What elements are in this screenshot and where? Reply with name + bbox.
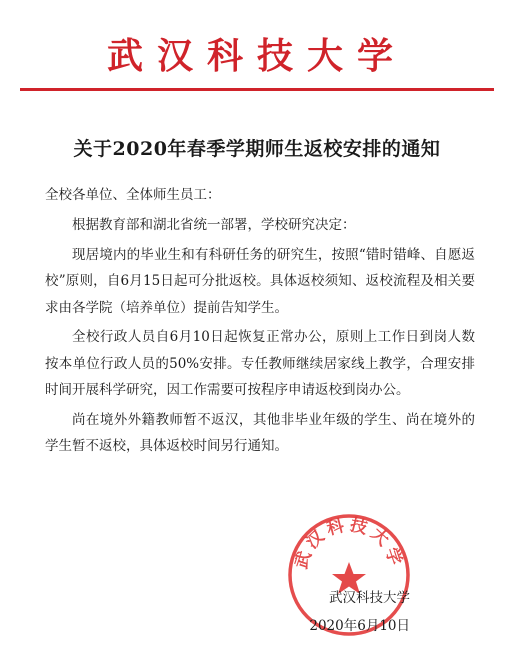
paragraph-1: 根据教育部和湖北省统一部署，学校研究决定： <box>72 217 356 233</box>
document-body <box>45 212 475 463</box>
paragraph-3: 全校行政人员自6月10日起恢复正常办公，原则上工作日到岗人数按本单位行政人员的50%安排。专任教师继续居家线上教学，合理安排时间开展科学研究，因工作需要可按程序申请返校到岗办公。 <box>45 329 475 398</box>
seal-text: 武汉科技大学 <box>291 515 407 572</box>
signature-issuer: 武汉科技大学 <box>329 590 410 606</box>
issue-date: 2020年6月10日 <box>309 618 410 634</box>
letterhead-org-name: 武汉科技大学 <box>106 35 407 77</box>
paragraph-4: 尚在境外外籍教师暂不返汉，其他非毕业年级的学生、尚在境外的学生暂不返校，具体返校时间另行通知。 <box>45 411 475 454</box>
paragraph-2: 现居境内的毕业生和有科研任务的研究生，按照“错时错峰、自愿返校”原则，自6月15日起可分批返校。具体返校须知、返校流程及相关要求由各学院（培养单位）提前告知学生。 <box>45 246 475 316</box>
salutation: 全校各单位、全体师生员工： <box>45 187 221 203</box>
letterhead-red-rule <box>20 88 494 91</box>
document-title: 关于2020年春季学期师生返校安排的通知 <box>73 138 441 160</box>
